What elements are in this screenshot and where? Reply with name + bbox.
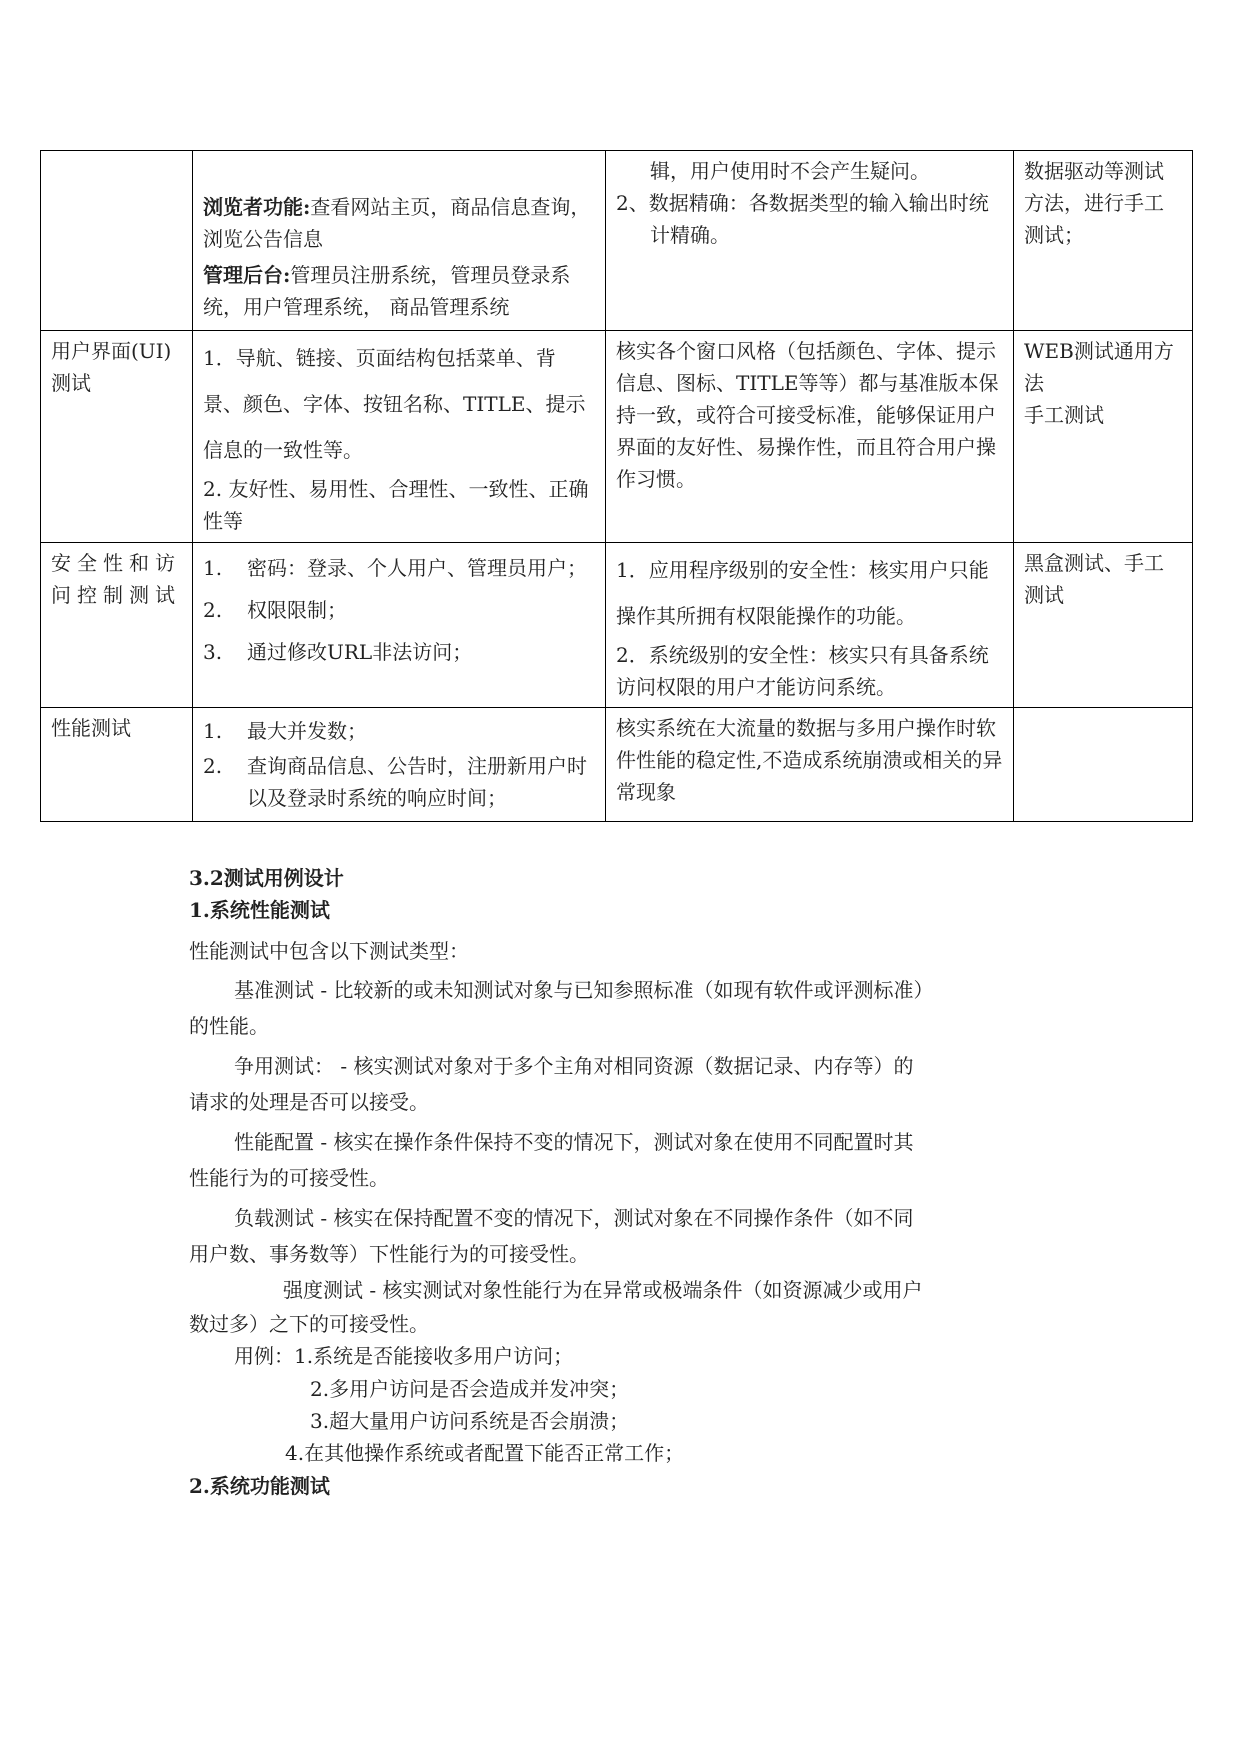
- table-cell: [193, 331, 606, 543]
- cell-text: 1．导航、链接、页面结构包括菜单、背景、颜色、字体、按钮名称、TITLE、提示信息的一致性等。: [203, 346, 586, 462]
- intro-text: 性能测试中包含以下测试类型：: [189, 939, 469, 963]
- table-cell: [1014, 708, 1193, 822]
- paragraph-line: 基准测试 - 比较新的或未知测试对象与已知参照标准（如现有软件或评测标准）: [234, 978, 934, 1002]
- cell-text: 数据驱动等测试方法，进行手工测试；: [1024, 159, 1164, 247]
- paragraph-line: 数过多）之下的可接受性。: [189, 1312, 429, 1336]
- table-cell: [606, 151, 1014, 331]
- cell-text: WEB测试通用方法: [1024, 339, 1174, 395]
- cell-text: 手工测试: [1024, 403, 1104, 427]
- row-header: 性能测试: [51, 716, 131, 740]
- table-cell: [193, 151, 606, 331]
- test-strategy-table: [40, 150, 1193, 822]
- cell-text: 辑，用户使用时不会产生疑问。: [650, 159, 930, 183]
- table-cell: [1014, 331, 1193, 543]
- paragraph-line: 争用测试： - 核实测试对象对于多个主角对相同资源（数据记录、内存等）的: [234, 1054, 914, 1078]
- case-item: 2.多用户访问是否会造成并发冲突；: [310, 1377, 630, 1401]
- table-cell: [606, 708, 1014, 822]
- case-item: 4.在其他操作系统或者配置下能否正常工作；: [285, 1441, 685, 1465]
- table-cell: [1014, 151, 1193, 331]
- table-cell: [41, 708, 193, 822]
- list-item: 2. 权限限制；: [203, 598, 347, 622]
- row-header: 安全性和访问控制测试: [51, 551, 181, 607]
- table-row: [41, 543, 1193, 708]
- subsection-heading: 1.系统性能测试: [189, 898, 330, 922]
- cell-text: 核实各个窗口风格（包括颜色、字体、提示信息、图标、TITLE等等）都与基准版本保持一致，或符合可接受标准，能够保证用户界面的友好性、易操作性，而且符合用户操作习惯。: [616, 339, 999, 491]
- table-cell: [193, 543, 606, 708]
- paragraph-line: 请求的处理是否可以接受。: [189, 1090, 429, 1114]
- paragraph-line: 的性能。: [189, 1014, 269, 1038]
- table-row: [41, 151, 1193, 331]
- paragraph-line: 性能配置 - 核实在操作条件保持不变的情况下，测试对象在使用不同配置时其: [234, 1130, 914, 1154]
- cell-text: 2．系统级别的安全性：核实只有具备系统访问权限的用户才能访问系统。: [616, 643, 989, 699]
- browser-function-paragraph: 浏览者功能:查看网站主页，商品信息查询，浏览公告信息: [203, 195, 591, 251]
- subsection-heading: 2.系统功能测试: [189, 1474, 330, 1498]
- label-bold: 浏览者功能:: [203, 195, 311, 219]
- paragraph-line: 用户数、事务数等）下性能行为的可接受性。: [189, 1242, 589, 1266]
- admin-backend-paragraph: 管理后台:管理员注册系统，管理员登录系统，用户管理系统， 商品管理系统: [203, 263, 571, 319]
- label-bold: 管理后台:: [203, 263, 291, 287]
- section-heading: 3.2测试用例设计: [189, 866, 344, 890]
- cases-label: 用例：1.系统是否能接收多用户访问；: [234, 1344, 574, 1368]
- list-item: 1. 最大并发数；: [203, 719, 367, 743]
- table-cell: [1014, 543, 1193, 708]
- paragraph-line: 性能行为的可接受性。: [189, 1166, 389, 1190]
- case-item: 3.超大量用户访问系统是否会崩溃；: [310, 1409, 630, 1433]
- cell-text: 黑盒测试、手工测试: [1024, 551, 1164, 607]
- row-header: 用户界面(UI)测试: [51, 339, 172, 395]
- table-cell: [193, 708, 606, 822]
- table-cell: [606, 331, 1014, 543]
- cell-text: 2. 友好性、易用性、合理性、一致性、正确性等: [203, 477, 589, 533]
- list-item: 3. 通过修改URL非法访问；: [203, 640, 473, 664]
- table-row: [41, 331, 1193, 543]
- list-item: 1. 密码：登录、个人用户、管理员用户；: [203, 556, 587, 580]
- table-cell: [41, 543, 193, 708]
- list-item: 2. 查询商品信息、公告时，注册新用户时以及登录时系统的响应时间；: [203, 754, 587, 810]
- table-row: [41, 708, 1193, 822]
- table-cell: [606, 543, 1014, 708]
- table-cell: [41, 331, 193, 543]
- case-item: 1.系统是否能接收多用户访问；: [294, 1344, 574, 1368]
- cell-text: 1．应用程序级别的安全性：核实用户只能操作其所拥有权限能操作的功能。: [616, 558, 989, 628]
- cell-text: 核实系统在大流量的数据与多用户操作时软件性能的稳定性,不造成系统崩溃或相关的异常现象: [616, 716, 1003, 804]
- paragraph-line: 负载测试 - 核实在保持配置不变的情况下，测试对象在不同操作条件（如不同: [234, 1206, 914, 1230]
- paragraph-line: 强度测试 - 核实测试对象性能行为在异常或极端条件（如资源减少或用户: [283, 1278, 923, 1302]
- cell-text: 2、数据精确：各数据类型的输入输出时统计精确。: [616, 191, 989, 247]
- table-cell: [41, 151, 193, 331]
